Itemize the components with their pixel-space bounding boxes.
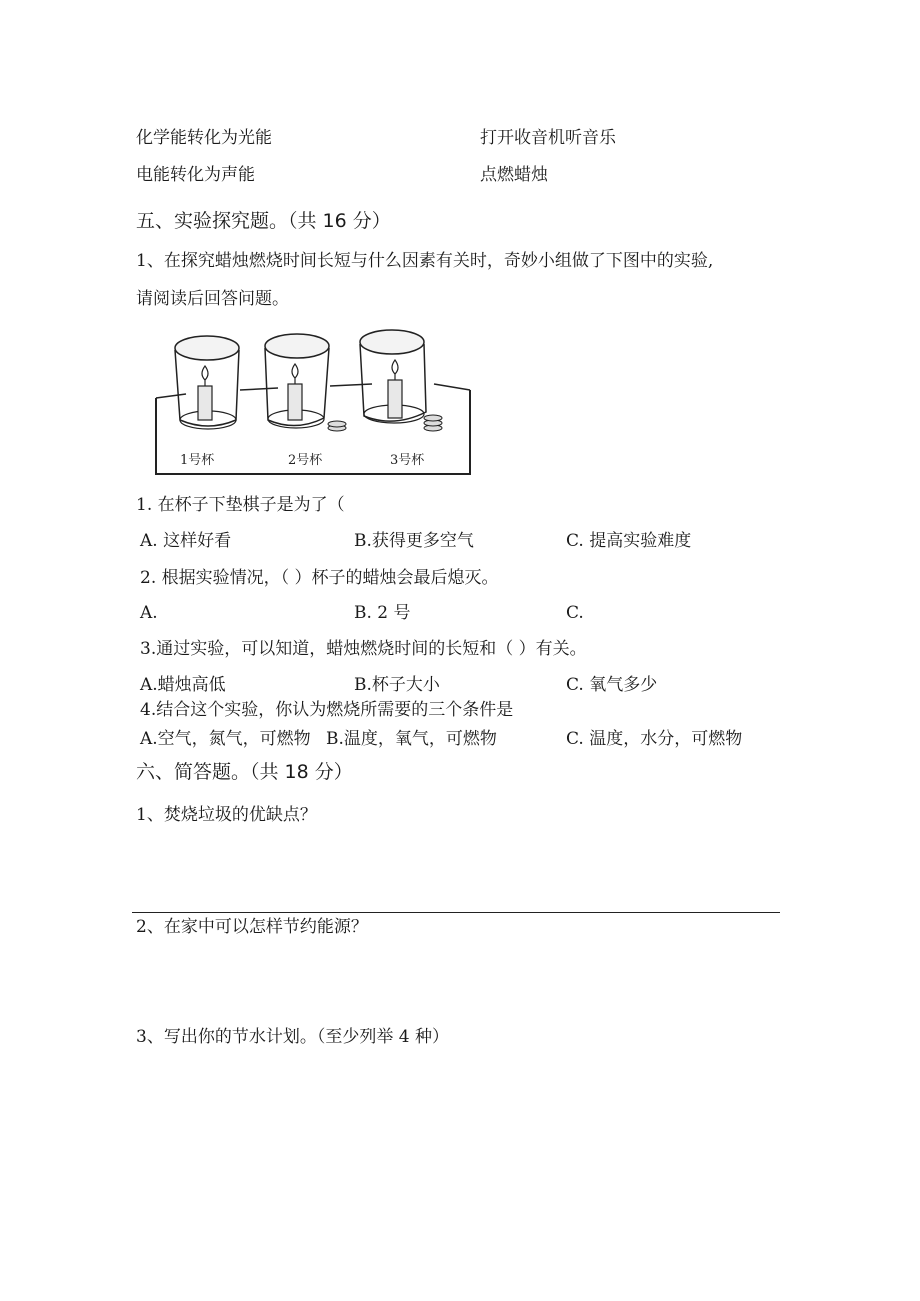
sub4-option-c: C. 温度，水分，可燃物 (566, 729, 743, 749)
section6-heading: 六、简答题。（共 18 分） (136, 761, 353, 783)
sub3-option-b: B.杯子大小 (354, 675, 440, 695)
cup-1-icon (175, 336, 239, 429)
cup-3-icon (360, 330, 442, 431)
cup-3-label: 3号杯 (390, 453, 425, 468)
matching-right-1: 打开收音机听音乐 (480, 128, 616, 148)
sub4-option-b: B.温度，氧气，可燃物 (326, 729, 497, 749)
section6-q3: 3、写出你的节水计划。（至少列举 4 种） (136, 1027, 449, 1047)
sub1-option-a: A. 这样好看 (140, 531, 232, 551)
candle-experiment-figure (150, 328, 478, 480)
sub1-question: 1. 在杯子下垫棋子是为了（ (136, 495, 345, 515)
sub2-question: 2. 根据实验情况，（ ）杯子的蜡烛会最后熄灭。 (140, 568, 499, 588)
sub3-question: 3.通过实验，可以知道，蜡烛燃烧时间的长短和（ ）有关。 (140, 639, 587, 659)
answer-divider-line (132, 912, 780, 913)
candle-cups-illustration (150, 328, 478, 480)
matching-left-1: 化学能转化为光能 (136, 128, 272, 148)
section6-q1: 1、焚烧垃圾的优缺点？ (136, 805, 317, 825)
sub3-option-c: C. 氧气多少 (566, 675, 658, 695)
matching-right-2: 点燃蜡烛 (480, 165, 548, 185)
sub3-option-a: A.蜡烛高低 (140, 675, 226, 695)
sub2-option-c: C. (566, 603, 584, 623)
sub4-option-a: A.空气，氮气，可燃物 (140, 729, 311, 749)
sub4-question: 4.结合这个实验，你认为燃烧所需要的三个条件是 (140, 700, 514, 720)
section5-q1-line1: 1、在探究蜡烛燃烧时间长短与什么因素有关时，奇妙小组做了下图中的实验, (136, 251, 714, 271)
sub1-option-b: B.获得更多空气 (354, 531, 474, 551)
section6-q2: 2、在家中可以怎样节约能源？ (136, 917, 368, 937)
sub1-option-c: C. 提高实验难度 (566, 531, 692, 551)
section5-heading: 五、实验探究题。（共 16 分） (136, 210, 391, 232)
cup-2-icon (265, 334, 346, 431)
section5-q1-line2: 请阅读后回答问题。 (136, 289, 289, 309)
cup-1-label: 1号杯 (180, 453, 215, 468)
sub2-option-b: B. 2 号 (354, 603, 411, 623)
matching-left-2: 电能转化为声能 (136, 165, 255, 185)
sub2-option-a: A. (140, 603, 158, 623)
cup-2-label: 2号杯 (288, 453, 323, 468)
